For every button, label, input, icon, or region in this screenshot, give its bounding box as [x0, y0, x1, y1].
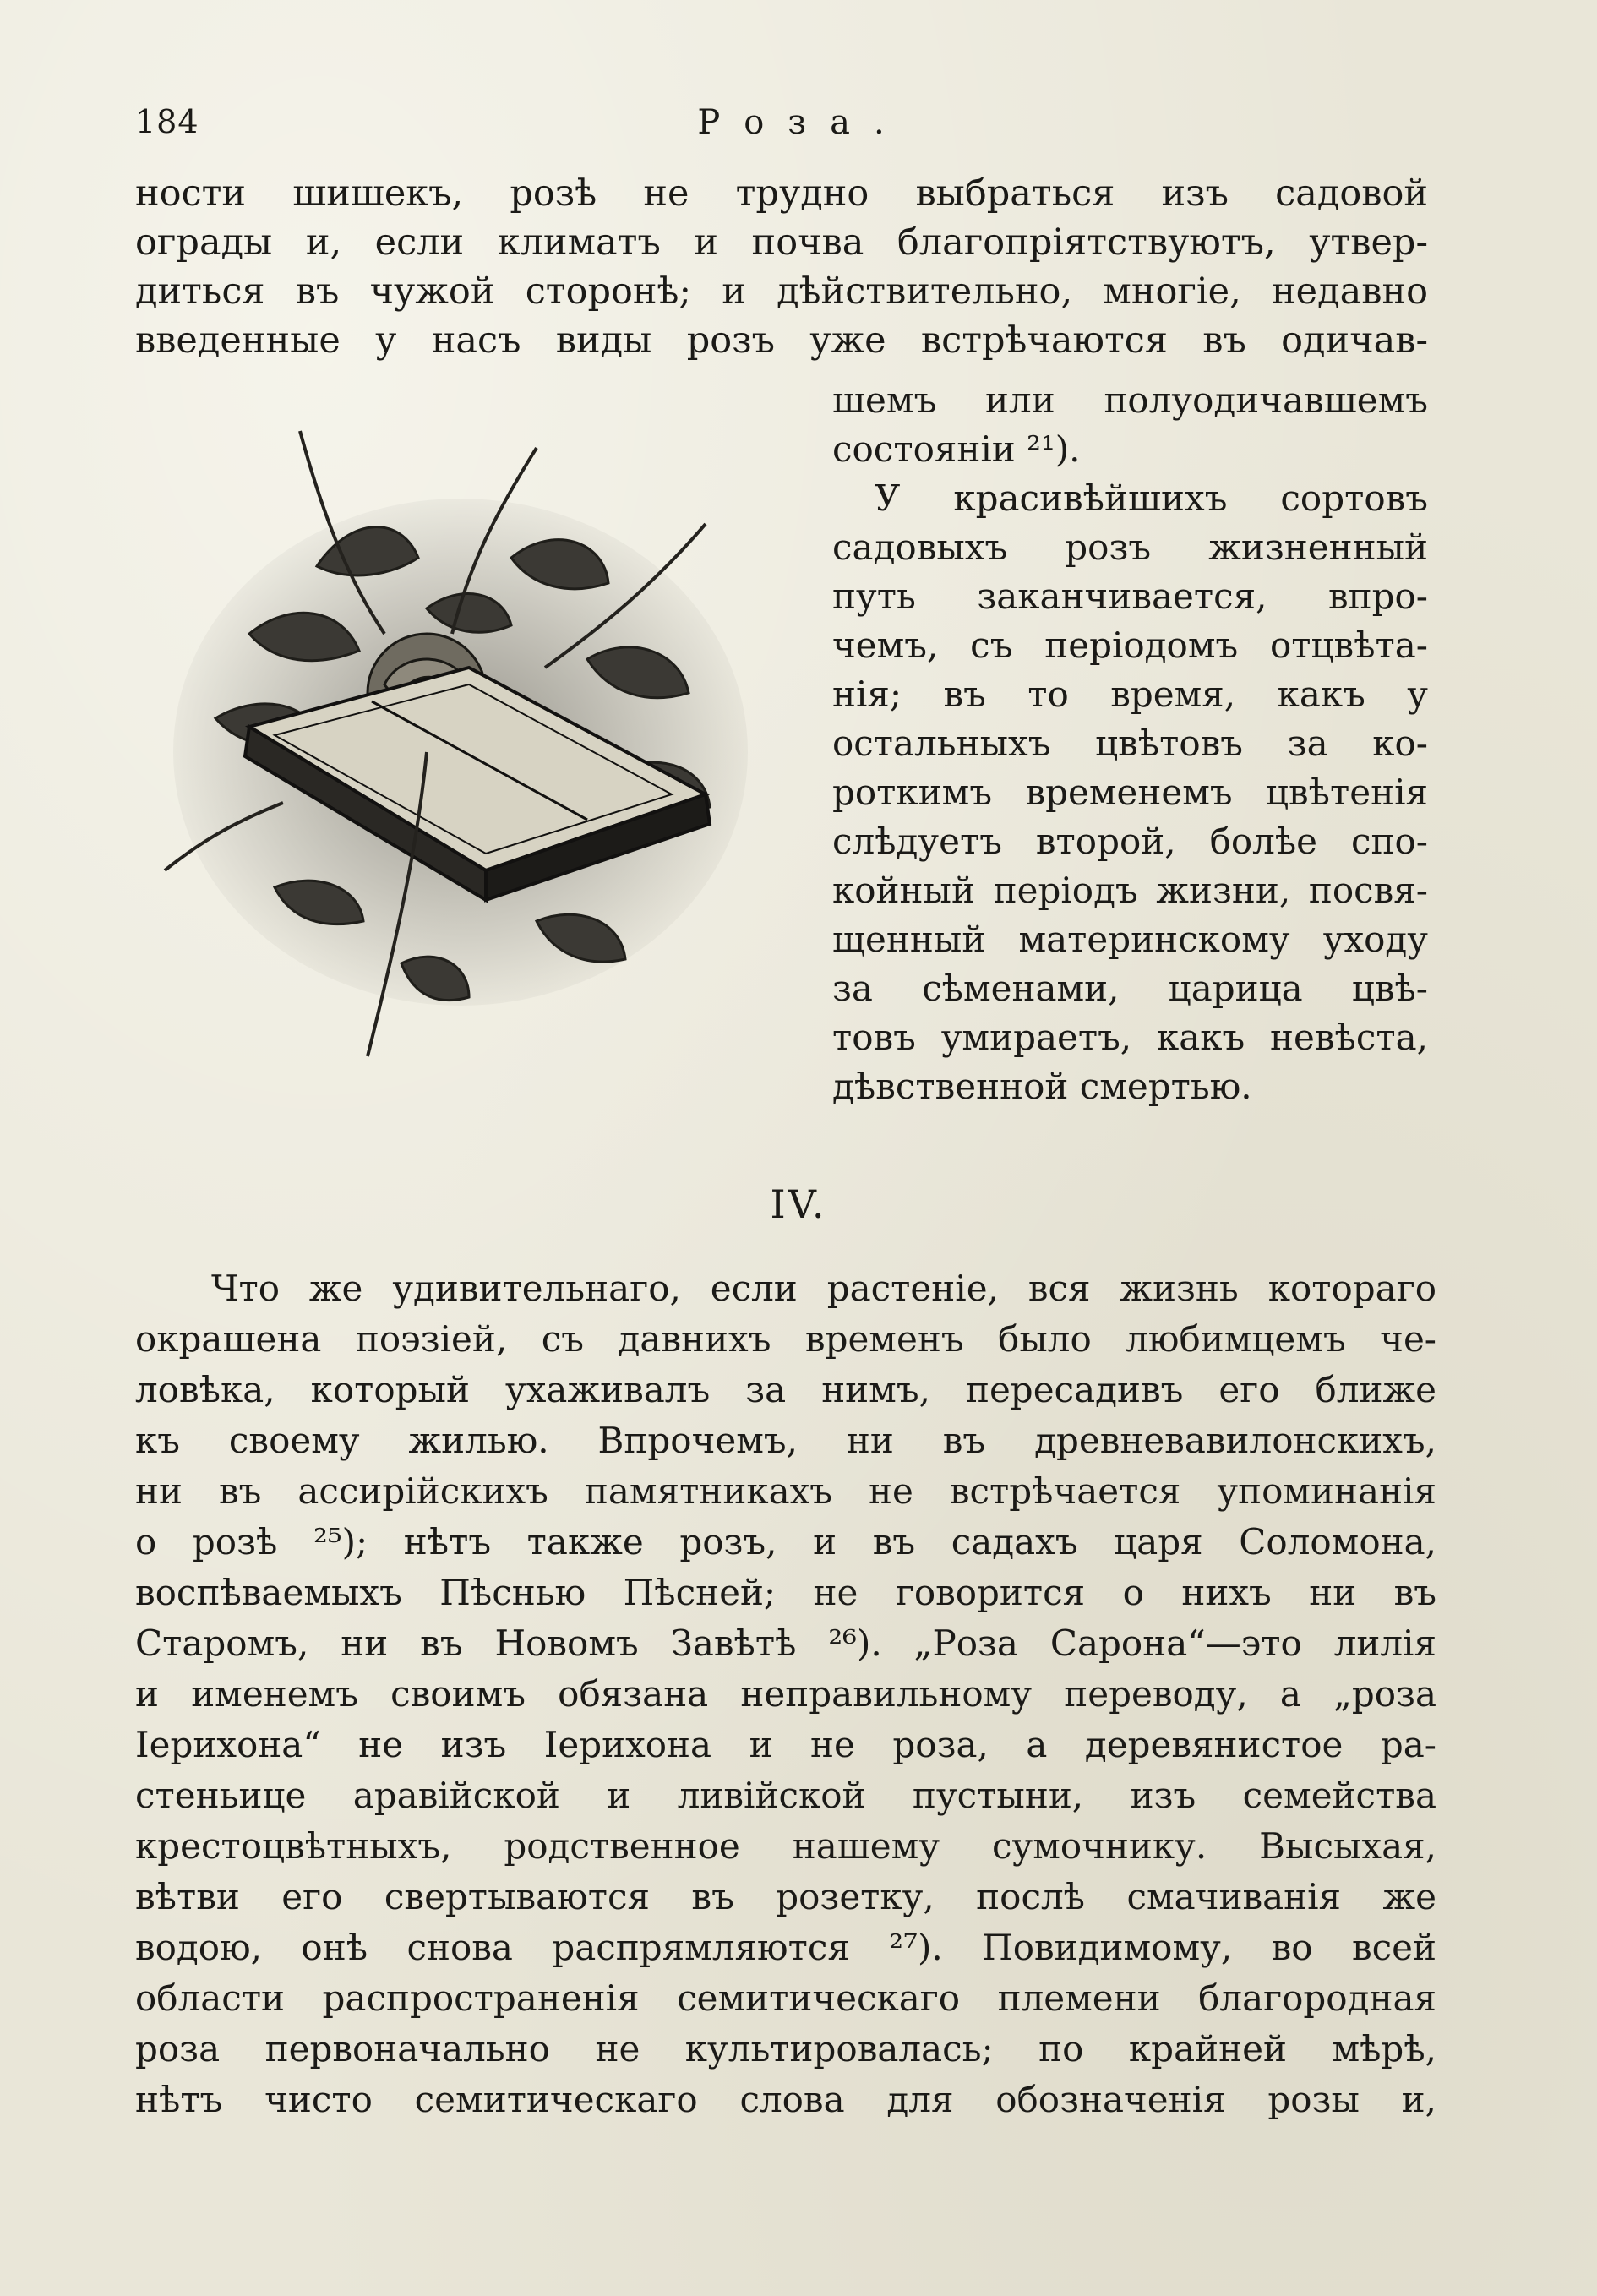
text-line: щенный материнскому уходу: [832, 919, 1428, 960]
text-line: вѣтви его свертываются въ розетку, послѣ смачиванія же: [135, 1876, 1436, 1917]
text-line: шемъ или полуодичавшемъ: [832, 379, 1428, 421]
text-line: области распространенія семитическаго племени благородная: [135, 1977, 1436, 2019]
text-line: роза первоначально не культировалась; по крайней мѣрѣ,: [135, 2028, 1436, 2070]
section-heading: IV.: [770, 1181, 827, 1227]
text-line: дѣвственной смертью.: [832, 1066, 1252, 1107]
text-line: крестоцвѣтныхъ, родственное нашему сумочнику. Высыхая,: [135, 1825, 1436, 1867]
text-line: товъ умираетъ, какъ невѣста,: [832, 1017, 1428, 1058]
text-line: нѣтъ чисто семитическаго слова для обозначенія розы и,: [135, 2079, 1436, 2120]
text-line: слѣдуетъ второй, болѣе спо-: [832, 821, 1428, 862]
text-line: У красивѣйшихъ сортовъ: [875, 477, 1428, 519]
text-line: нія; въ то время, какъ у: [832, 674, 1428, 715]
text-line: ловѣка, который ухаживалъ за нимъ, пересадивъ его ближе: [135, 1369, 1436, 1410]
bottom-paragraph: [135, 1263, 1436, 2125]
text-line: состояніи ²¹).: [832, 428, 1081, 470]
book-and-flowers-illustration: [148, 414, 773, 1082]
text-line: ограды и, если климатъ и почва благопріятствуютъ, утвер-: [135, 221, 1428, 264]
page-header: [135, 103, 1436, 154]
running-title: Роза.: [697, 103, 908, 142]
text-line: койный періодъ жизни, посвя-: [832, 870, 1428, 911]
text-line: Что же удивительнаго, если растеніе, вся жизнь котораго: [211, 1268, 1436, 1309]
text-line: ности шишекъ, розѣ не трудно выбраться изъ садовой: [135, 172, 1428, 215]
text-line: водою, онѣ снова распрямляются ²⁷). Повидимому, во всей: [135, 1927, 1436, 1968]
text-line: садовыхъ розъ жизненный: [832, 526, 1428, 568]
text-line: чемъ, съ періодомъ отцвѣта-: [832, 624, 1428, 666]
text-line: воспѣваемыхъ Пѣснью Пѣсней; не говорится о нихъ ни въ: [135, 1572, 1436, 1613]
text-line: роткимъ временемъ цвѣтенія: [832, 772, 1428, 813]
text-line: о розѣ ²⁵); нѣтъ также розъ, и въ садахъ царя Соломона,: [135, 1521, 1436, 1562]
text-line: введенные у насъ виды розъ уже встрѣчаются въ одичав-: [135, 319, 1428, 362]
text-line: путь заканчивается, впро-: [832, 575, 1428, 617]
page-number: 184: [135, 103, 199, 140]
text-line: къ своему жилью. Впрочемъ, ни въ древневавилонскихъ,: [135, 1420, 1436, 1461]
text-line: ни въ ассирійскихъ памятникахъ не встрѣчается упоминанія: [135, 1470, 1436, 1512]
text-line: Іерихона“ не изъ Іерихона и не роза, а деревянистое ра-: [135, 1724, 1436, 1765]
text-line: Старомъ, ни въ Новомъ Завѣтѣ ²⁶). „Роза Сарона“—это лилія: [135, 1622, 1436, 1664]
text-line: за сѣменами, царица цвѣ-: [832, 968, 1428, 1009]
text-line: остальныхъ цвѣтовъ за ко-: [832, 723, 1428, 764]
text-line: и именемъ своимъ обязана неправильному переводу, а „роза: [135, 1673, 1436, 1715]
side-paragraph: [832, 376, 1428, 1111]
text-line: диться въ чужой сторонѣ; и дѣйствительно, многіе, недавно: [135, 270, 1428, 313]
top-paragraph: [135, 169, 1428, 365]
text-line: окрашена поэзіей, съ давнихъ временъ было любимцемъ че-: [135, 1318, 1436, 1360]
text-line: стеньице аравійской и ливійской пустыни, изъ семейства: [135, 1775, 1436, 1816]
